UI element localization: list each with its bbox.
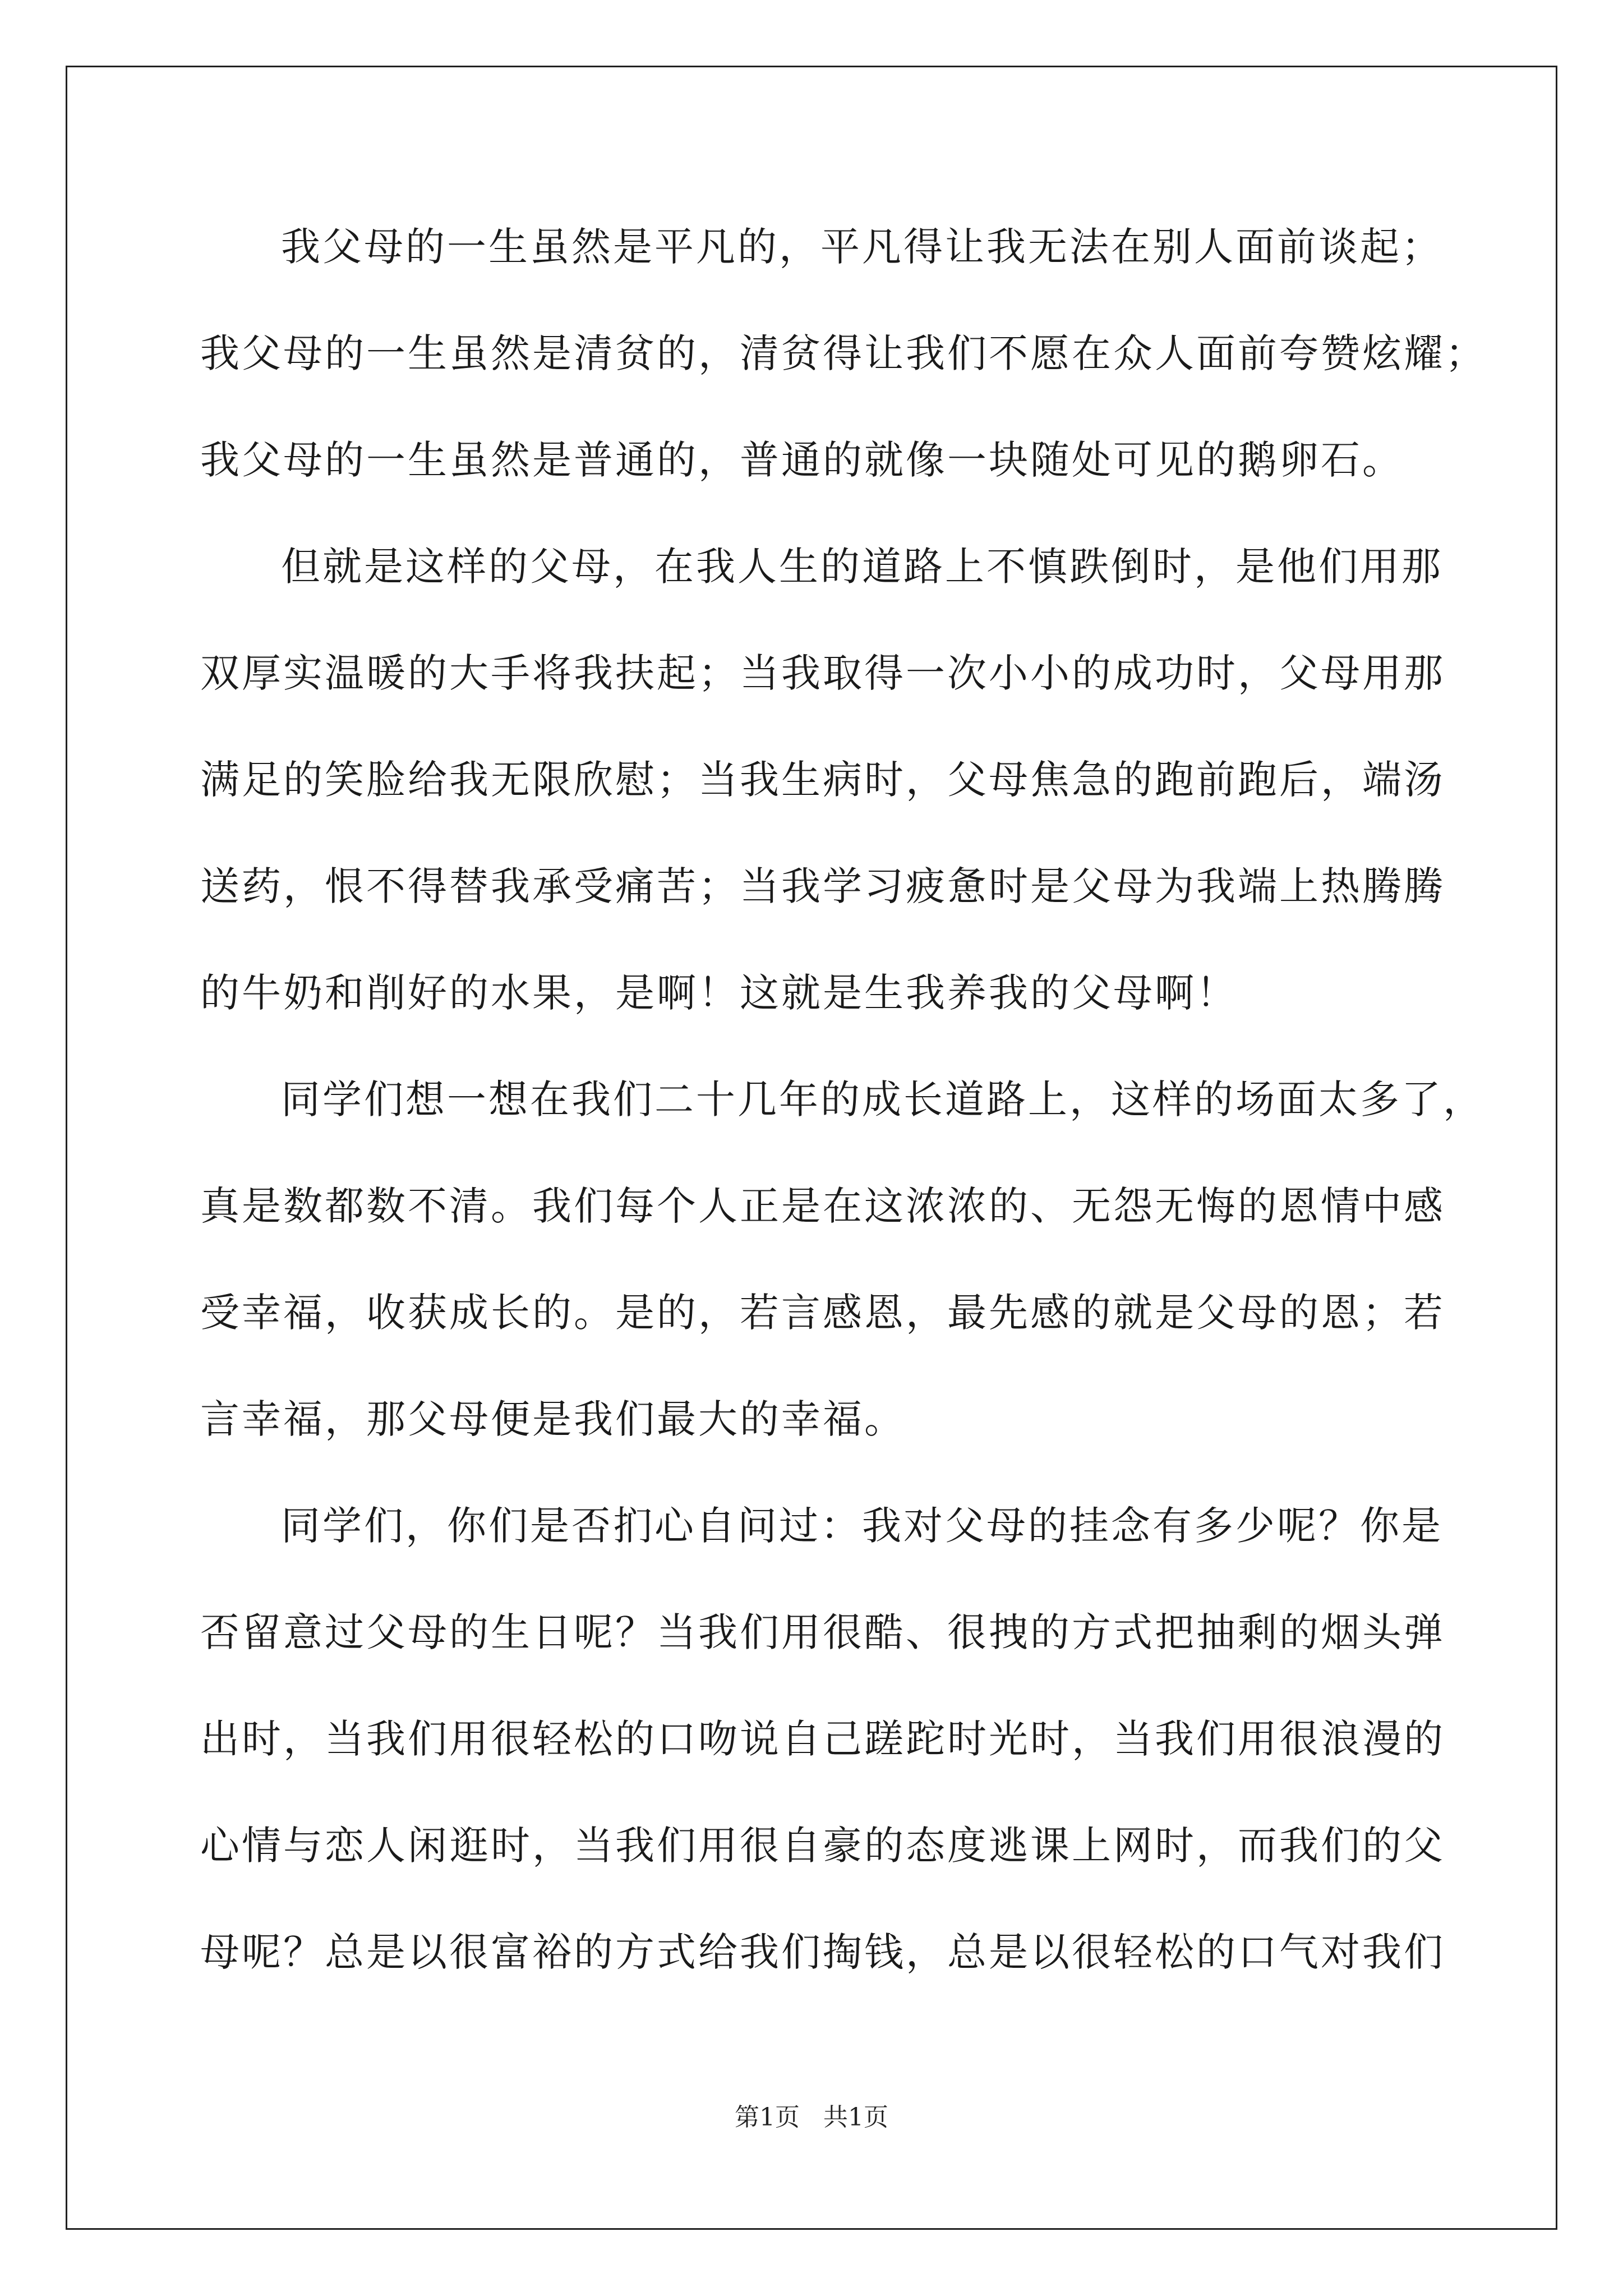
paragraph-2-line-2: 双厚实温暖的大手将我扶起；当我取得一次小小的成功时，父母用那 <box>200 650 1445 696</box>
paragraph-1-line-1: 我父母的一生虽然是平凡的，平凡得让我无法在别人面前谈起； <box>281 224 1443 270</box>
page-footer <box>0 2101 1623 2134</box>
paragraph-4-line-2: 否留意过父母的生日呢？当我们用很酷、很拽的方式把抽剩的烟头弹 <box>200 1609 1445 1655</box>
paragraph-4-line-4: 心情与恋人闲逛时，当我们用很自豪的态度逃课上网时，而我们的父 <box>200 1823 1445 1869</box>
paragraph-3-line-1: 同学们想一想在我们二十几年的成长道路上，这样的场面太多了， <box>281 1076 1484 1122</box>
paragraph-2-line-3: 满足的笑脸给我无限欣慰；当我生病时，父母焦急的跑前跑后，端汤 <box>200 757 1445 803</box>
paragraph-3-line-2: 真是数都数不清。我们每个人正是在这浓浓的、无怨无悔的恩情中感 <box>200 1183 1445 1229</box>
paragraph-3-line-4: 言幸福，那父母便是我们最大的幸福。 <box>200 1396 906 1442</box>
paragraph-4-line-5: 母呢？总是以很富裕的方式给我们掏钱，总是以很轻松的口气对我们 <box>200 1929 1445 1975</box>
paragraph-1-line-2: 我父母的一生虽然是清贫的，清贫得让我们不愿在众人面前夸赞炫耀； <box>200 330 1487 376</box>
paragraph-2-line-1: 但就是这样的父母，在我人生的道路上不慎跌倒时，是他们用那 <box>281 544 1443 590</box>
paragraph-4-line-3: 出时，当我们用很轻松的口吻说自己蹉跎时光时，当我们用很浪漫的 <box>200 1716 1445 1762</box>
paragraph-1-line-3: 我父母的一生虽然是普通的，普通的就像一块随处可见的鹅卵石。 <box>200 437 1404 483</box>
paragraph-2-line-5: 的牛奶和削好的水果，是啊！这就是生我养我的父母啊！ <box>200 970 1238 1016</box>
page-number-label: 第1页 共1页 <box>735 2103 888 2132</box>
page-border <box>66 66 1557 2230</box>
paragraph-3-line-3: 受幸福，收获成长的。是的，若言感恩，最先感的就是父母的恩；若 <box>200 1290 1445 1336</box>
paragraph-4-line-1: 同学们，你们是否扪心自问过：我对父母的挂念有多少呢？你是 <box>281 1503 1443 1549</box>
paragraph-2-line-4: 送药，恨不得替我承受痛苦；当我学习疲惫时是父母为我端上热腾腾 <box>200 863 1445 909</box>
